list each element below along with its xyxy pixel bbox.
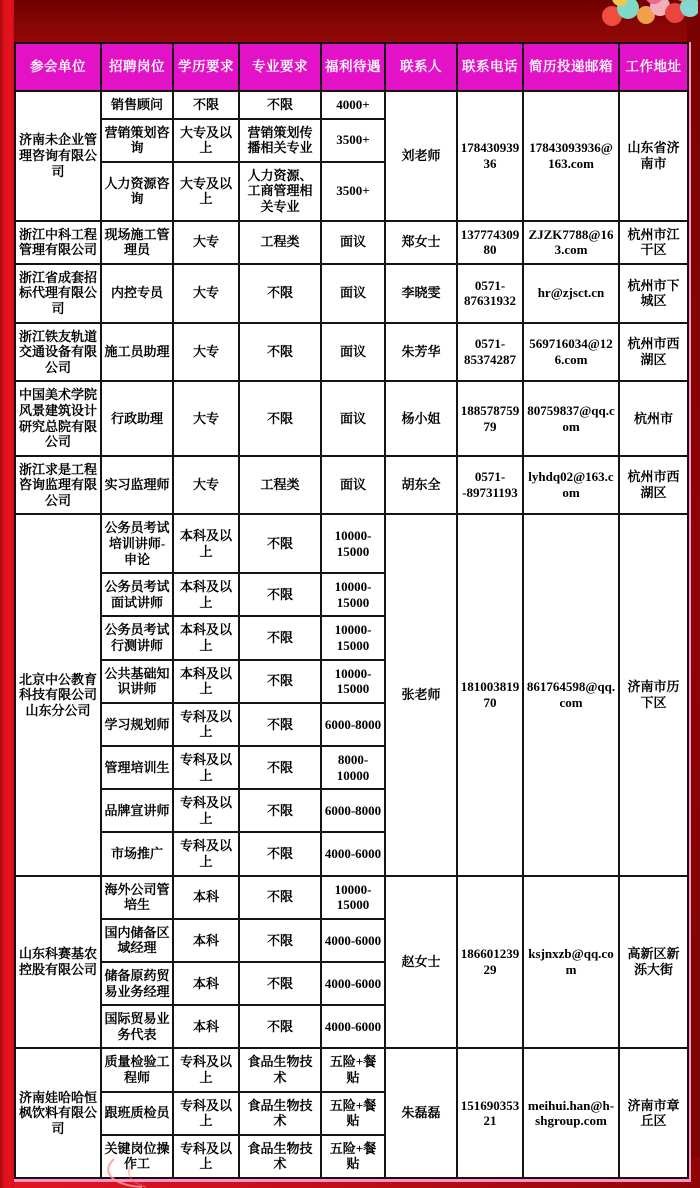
- education-cell: 本科: [173, 876, 239, 919]
- table-row: [15, 456, 688, 515]
- position-cell: 实习监理师: [101, 456, 173, 515]
- position-cell: 内控专员: [101, 264, 173, 323]
- salary-cell: 面议: [321, 323, 385, 382]
- position-cell: 关键岗位操作工: [101, 1135, 173, 1178]
- table-row: [15, 323, 688, 382]
- salary-cell: 4000-6000: [321, 832, 385, 875]
- major-cell: 不限: [239, 381, 321, 455]
- col-header-email: 简历投递邮箱: [523, 43, 619, 91]
- address-cell: 山东省济南市: [619, 91, 688, 221]
- salary-cell: 面议: [321, 381, 385, 455]
- salary-cell: 五险+餐贴: [321, 1048, 385, 1091]
- phone-cell: 18100381970: [457, 514, 523, 875]
- phone-cell: 15169035321: [457, 1048, 523, 1178]
- contact-cell: 胡东全: [385, 456, 457, 515]
- company-cell: 浙江中科工程管理有限公司: [15, 221, 101, 264]
- education-cell: 专科及以上: [173, 1092, 239, 1135]
- email-cell: lyhdq02@163.com: [523, 456, 619, 515]
- email-cell: ZJZK7788@163.com: [523, 221, 619, 264]
- contact-cell: 朱磊磊: [385, 1048, 457, 1178]
- salary-cell: 4000-6000: [321, 962, 385, 1005]
- position-cell: 公务员考试面试讲师: [101, 573, 173, 616]
- major-cell: 不限: [239, 514, 321, 573]
- col-header-major: 专业要求: [239, 43, 321, 91]
- address-cell: 杭州市下城区: [619, 264, 688, 323]
- phone-cell: 17843093936: [457, 91, 523, 221]
- table-row: [15, 221, 688, 264]
- company-cell: 济南娃哈哈恒枫饮料有限公司: [15, 1048, 101, 1178]
- education-cell: 专科及以上: [173, 703, 239, 746]
- salary-cell: 10000-15000: [321, 616, 385, 659]
- contact-cell: 赵女士: [385, 876, 457, 1049]
- position-cell: 现场施工管理员: [101, 221, 173, 264]
- position-cell: 营销策划咨询: [101, 119, 173, 162]
- address-cell: 杭州市: [619, 381, 688, 455]
- major-cell: 不限: [239, 1005, 321, 1048]
- phone-cell: 0571-87631932: [457, 264, 523, 323]
- major-cell: 不限: [239, 832, 321, 875]
- education-cell: 专科及以上: [173, 1135, 239, 1178]
- address-cell: 杭州市江干区: [619, 221, 688, 264]
- major-cell: 人力资源、工商管理相关专业: [239, 162, 321, 221]
- major-cell: 不限: [239, 91, 321, 119]
- position-cell: 公务员考试培训讲师-申论: [101, 514, 173, 573]
- salary-cell: 10000-15000: [321, 514, 385, 573]
- salary-cell: 4000+: [321, 91, 385, 119]
- contact-cell: 杨小姐: [385, 381, 457, 455]
- company-cell: 浙江求是工程咨询监理有限公司: [15, 456, 101, 515]
- education-cell: 大专及以上: [173, 119, 239, 162]
- major-cell: 工程类: [239, 456, 321, 515]
- frame-top-band: [0, 0, 700, 44]
- salary-cell: 6000-8000: [321, 789, 385, 832]
- salary-cell: 10000-15000: [321, 660, 385, 703]
- company-cell: 济南未企业管理咨询有限公司: [15, 91, 101, 221]
- education-cell: 大专: [173, 381, 239, 455]
- education-cell: 大专: [173, 264, 239, 323]
- position-cell: 销售顾问: [101, 91, 173, 119]
- address-cell: 济南市章丘区: [619, 1048, 688, 1178]
- education-cell: 本科: [173, 919, 239, 962]
- position-cell: 品牌宣讲师: [101, 789, 173, 832]
- col-header-phone: 联系电话: [457, 43, 523, 91]
- major-cell: 食品生物技术: [239, 1092, 321, 1135]
- major-cell: 不限: [239, 962, 321, 1005]
- major-cell: 不限: [239, 919, 321, 962]
- col-header-position: 招聘岗位: [101, 43, 173, 91]
- education-cell: 本科及以上: [173, 514, 239, 573]
- salary-cell: 面议: [321, 456, 385, 515]
- contact-cell: 张老师: [385, 514, 457, 875]
- education-cell: 专科及以上: [173, 789, 239, 832]
- company-cell: 浙江铁友轨道交通设备有限公司: [15, 323, 101, 382]
- phone-cell: 0571--89731193: [457, 456, 523, 515]
- lantern-ornament-icon: [92, 1158, 156, 1188]
- education-cell: 大专: [173, 456, 239, 515]
- contact-cell: 朱芳华: [385, 323, 457, 382]
- job-table: [14, 42, 689, 1179]
- email-cell: 569716034@126.com: [523, 323, 619, 382]
- position-cell: 质量检验工程师: [101, 1048, 173, 1091]
- contact-cell: 郑女士: [385, 221, 457, 264]
- company-cell: 北京中公教育科技有限公司山东分公司: [15, 514, 101, 875]
- job-table-container: [14, 42, 691, 1182]
- education-cell: 本科: [173, 1005, 239, 1048]
- position-cell: 学习规划师: [101, 703, 173, 746]
- col-header-education: 学历要求: [173, 43, 239, 91]
- education-cell: 本科及以上: [173, 660, 239, 703]
- phone-cell: 18857875979: [457, 381, 523, 455]
- email-cell: hr@zjsct.cn: [523, 264, 619, 323]
- email-cell: 17843093936@163.com: [523, 91, 619, 221]
- table-row: [15, 876, 688, 919]
- position-cell: 储备原药贸易业务经理: [101, 962, 173, 1005]
- major-cell: 食品生物技术: [239, 1048, 321, 1091]
- salary-cell: 4000-6000: [321, 919, 385, 962]
- address-cell: 济南市历下区: [619, 514, 688, 875]
- salary-cell: 面议: [321, 221, 385, 264]
- phone-cell: 0571-85374287: [457, 323, 523, 382]
- position-cell: 行政助理: [101, 381, 173, 455]
- salary-cell: 3500+: [321, 162, 385, 221]
- education-cell: 本科及以上: [173, 616, 239, 659]
- salary-cell: 3500+: [321, 119, 385, 162]
- col-header-salary: 福利待遇: [321, 43, 385, 91]
- education-cell: 大专及以上: [173, 162, 239, 221]
- position-cell: 市场推广: [101, 832, 173, 875]
- email-cell: meihui.han@h-shgroup.com: [523, 1048, 619, 1178]
- education-cell: 专科及以上: [173, 1048, 239, 1091]
- table-row: [15, 264, 688, 323]
- balloon-cluster: [602, 0, 698, 26]
- table-row: [15, 381, 688, 455]
- position-cell: 海外公司管培生: [101, 876, 173, 919]
- col-header-company: 参会单位: [15, 43, 101, 91]
- major-cell: 不限: [239, 323, 321, 382]
- contact-cell: 李晓雯: [385, 264, 457, 323]
- email-cell: 861764598@qq.com: [523, 514, 619, 875]
- job-table-body: [15, 91, 688, 1178]
- position-cell: 管理培训生: [101, 746, 173, 789]
- phone-cell: 13777430980: [457, 221, 523, 264]
- header-row: [15, 43, 688, 91]
- education-cell: 本科: [173, 962, 239, 1005]
- major-cell: 不限: [239, 573, 321, 616]
- education-cell: 专科及以上: [173, 832, 239, 875]
- table-row: [15, 91, 688, 119]
- phone-cell: 18660123929: [457, 876, 523, 1049]
- balloons-decoration: [602, 0, 698, 44]
- address-cell: 高新区新泺大街: [619, 876, 688, 1049]
- table-row: [15, 1048, 688, 1091]
- salary-cell: 五险+餐贴: [321, 1135, 385, 1178]
- education-cell: 不限: [173, 91, 239, 119]
- salary-cell: 4000-6000: [321, 1005, 385, 1048]
- salary-cell: 面议: [321, 264, 385, 323]
- position-cell: 国内储备区域经理: [101, 919, 173, 962]
- salary-cell: 五险+餐贴: [321, 1092, 385, 1135]
- salary-cell: 8000-10000: [321, 746, 385, 789]
- position-cell: 公共基础知识讲师: [101, 660, 173, 703]
- education-cell: 大专: [173, 221, 239, 264]
- major-cell: 不限: [239, 746, 321, 789]
- major-cell: 营销策划传播相关专业: [239, 119, 321, 162]
- major-cell: 不限: [239, 876, 321, 919]
- salary-cell: 6000-8000: [321, 703, 385, 746]
- major-cell: 不限: [239, 789, 321, 832]
- company-cell: 中国美术学院风景建筑设计研究总院有限公司: [15, 381, 101, 455]
- company-cell: 浙江省成套招标代理有限公司: [15, 264, 101, 323]
- col-header-contact: 联系人: [385, 43, 457, 91]
- table-row: [15, 514, 688, 573]
- major-cell: 不限: [239, 616, 321, 659]
- frame-left-band: [0, 0, 14, 1188]
- position-cell: 施工员助理: [101, 323, 173, 382]
- major-cell: 不限: [239, 703, 321, 746]
- position-cell: 公务员考试行测讲师: [101, 616, 173, 659]
- address-cell: 杭州市西湖区: [619, 456, 688, 515]
- col-header-address: 工作地址: [619, 43, 688, 91]
- address-cell: 杭州市西湖区: [619, 323, 688, 382]
- position-cell: 国际贸易业务代表: [101, 1005, 173, 1048]
- contact-cell: 刘老师: [385, 91, 457, 221]
- position-cell: 人力资源咨询: [101, 162, 173, 221]
- email-cell: 80759837@qq.com: [523, 381, 619, 455]
- major-cell: 不限: [239, 660, 321, 703]
- major-cell: 工程类: [239, 221, 321, 264]
- salary-cell: 10000-15000: [321, 573, 385, 616]
- position-cell: 跟班质检员: [101, 1092, 173, 1135]
- email-cell: ksjnxzb@qq.com: [523, 876, 619, 1049]
- salary-cell: 10000-15000: [321, 876, 385, 919]
- education-cell: 大专: [173, 323, 239, 382]
- education-cell: 专科及以上: [173, 746, 239, 789]
- major-cell: 不限: [239, 264, 321, 323]
- major-cell: 食品生物技术: [239, 1135, 321, 1178]
- education-cell: 本科及以上: [173, 573, 239, 616]
- company-cell: 山东科赛基农控股有限公司: [15, 876, 101, 1049]
